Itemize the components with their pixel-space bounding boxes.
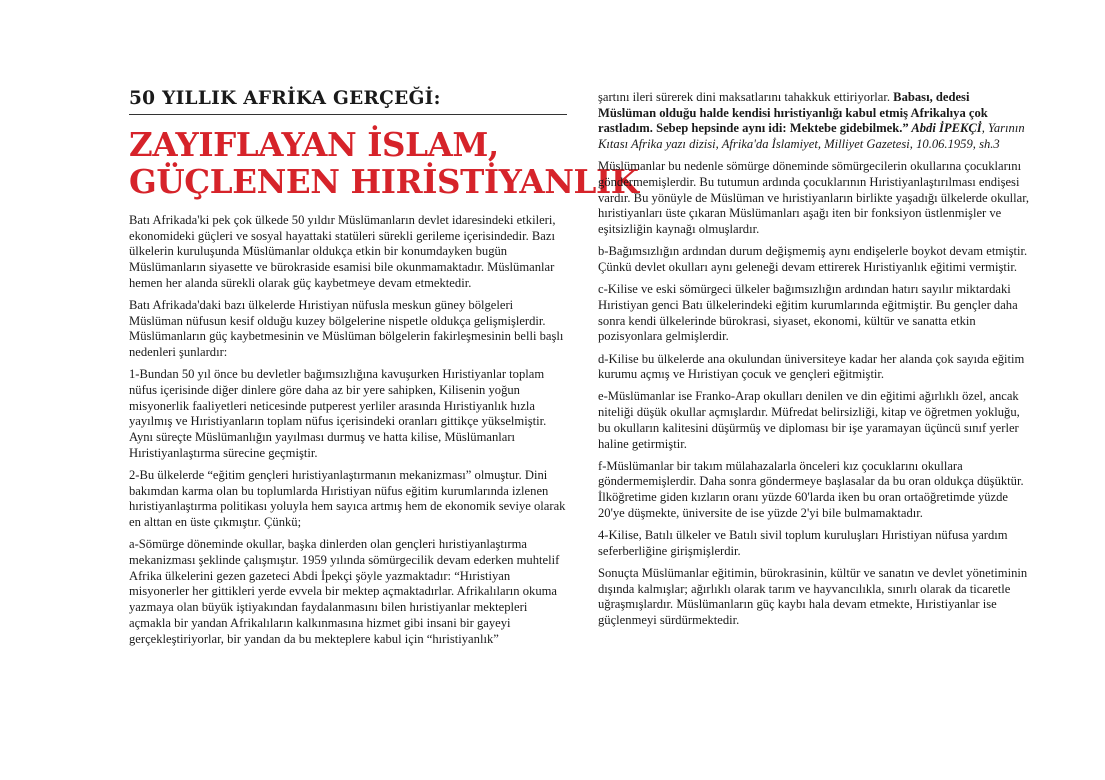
quote-continuation	[598, 90, 1030, 153]
paragraph-conclusion: Sonuçta Müslümanlar eğitimin, bürokrasinin, kültür ve sanatın ve devlet yönetiminin dışında kalmışlar; ağırlıklı olarak tarım ve hayvancılıkla, sınırlı olarak da ticaretle uğraşmışlardır. Müslümanların güç kaybı hala devam etmekte, Hıristiyanlar ise güçlenmeyi sürdürmektedir.	[598, 565, 1028, 628]
headline-line-1: ZAYIFLAYAN İSLAM,	[129, 125, 499, 164]
paragraph-regions: Batı Afrikada'daki bazı ülkelerde Hıristiyan nüfusla meskun güney bölgeleri Müslüman nüfusun kesif olduğu kuzey bölgelerine nispetle oldukça gelişmişlerdir. Müslümanların güç kaybetmesinin ve Müslüman bölgelerin fakirleşmesinin belli başlı nedenleri şunlardır:	[129, 298, 564, 360]
paragraph-reason-4: 4-Kilise, Batılı ülkeler ve Batılı sivil toplum kuruluşları Hıristiyan nüfusa yardım seferberliğine girişmişlerdir.	[598, 528, 1008, 558]
paragraph-reason-2: 2-Bu ülkelerde “eğitim gençleri hıristiyanlaştırmanın mekanizması” olmuştur. Dini bakımdan karma olan bu toplumlarda Hıristiyan nüfus eğitim kurumlarında izlenen hıristiyanlaştırma politikası yoluyla hem sayıca artmış hem de ekonomik seviye olarak en alttan en üste çıkmıştır. Çünkü;	[129, 468, 566, 530]
paragraph-reason-d: d-Kilise bu ülkelerde ana okulundan üniversiteye kadar her alanda çok sayıda eğitim kurumu açmış ve Hıristiyan çocuk ve gençleri eğitmiştir.	[598, 351, 1025, 382]
paragraph-reason-c: c-Kilise ve eski sömürgeci ülkeler bağımsızlığın ardından hatırı sayılır miktardaki Hıristiyan genci Batı ülkelerindeki eğitim kurumlarında eğitmiştir. Bu gençler daha sonra kendi ülkelerinde bürokrasi, siyaset, ekonomi, kültür ve sanatta etkin pozisyonlara gelmişlerdir.	[598, 282, 1018, 344]
article-kicker: 50 YILLIK AFRİKA GERÇEĞİ:	[129, 88, 567, 115]
paragraph-reason-f: f-Müslümanlar bir takım mülahazalarla önceleri kız çocuklarını okullara göndermemişlerdir. Daha sonra göndermeye başlasalar da bu oran oldukça düşüktür. İlköğretime giden kızların oranı yüzde 60'larda iken bu oran ortaöğretimde yüzde 20'ye düşmekte, üniversite de ise yüzde 2'yi bile bulmamaktadır.	[598, 458, 1024, 520]
article-headline	[129, 125, 639, 201]
paragraph-reason-b: b-Bağımsızlığın ardından durum değişmemiş aynı endişelerle boykot devam etmiştir. Çünkü devlet okulları aynı geleneği devam ettirerek Hıristiyanlık eğitimi vermiştir.	[598, 244, 1028, 275]
quote-author: Abdi İPEKÇİ	[908, 121, 982, 136]
headline-line-2: GÜÇLENEN HIRİSTİYANLIK	[129, 162, 639, 201]
paragraph-intro: Batı Afrikada'ki pek çok ülkede 50 yıldır Müslümanların devlet idaresindeki etkileri, ekonomideki güçleri ve sosyal hayattaki statüleri sürekli gerileme içerisindedir. Bazı ülkelerin kuruluşunda Müslümanlar oldukça etkin bir konumdayken bugün Müslümanların siyasette ve bürokraside esamisi bile okunmamaktadır. Müslümanlar hemen her alanda sürekli olarak güç kaybetmeye devam etmektedir.	[129, 213, 556, 290]
left-column	[129, 88, 639, 654]
quote-normal-text: şartını ileri sürerek dini maksatlarını tahakkuk ettiriyorlar.	[598, 90, 894, 104]
paragraph-reason-a: a-Sömürge döneminde okullar, başka dinlerden olan gençleri hıristiyanlaştırma mekanizması şeklinde çalışmıştır. 1959 yılında sömürgecilik devam ederken muhtelif Afrika ülkelerini gezen gazeteci Abdi İpekçi şöyle yazmaktadır: “Hıristiyan misyonerler her gittikleri yerde evvela bir mektep açmaktadırlar. Afrikalıların okuma yazmaya olan büyük iştiyakından faydalanmasını bilen hıristiyanlar mektepleri açmakla bir yandan Afrikalıların kalkınmasına hizmet gibi insani bir gayeyi gerçekleştiriyorlar, bir yandan da bu mekteplere kabul için “hıristiyanlık”	[129, 537, 560, 646]
quote-bold-text: Babası, dedesi Müslüman olduğu halde kendisi hıristiyanlığı kabul etmiş Afrikalıya çok rastladım. Sebep hepsinde aynı idi: Mektebe gidebilmek.”	[598, 90, 988, 136]
paragraph-boycott: Müslümanlar bu nedenle sömürge döneminde sömürgecilerin okullarına çocuklarını göndermemişlerdir. Bu tutumun ardında çocuklarının Hıristiyanlaştırılması endişesi vardır. Bu yönüyle de Müslüman ve hıristiyanların birlikte yaşadığı ülkelerde okullar, hıristiyanları üste çıkaran Müslümanları aşağı iten bir fonksiyon üstlenmişler ve eşitsizliğin kaynağı olmuşlardır.	[598, 159, 1030, 237]
quote-source: , Yarının Kıtası Afrika yazı dizisi, Afrika'da İslamiyet, Milliyet Gazetesi, 10.06.1959, sh.3	[598, 121, 1025, 152]
right-column	[598, 90, 1030, 635]
paragraph-reason-e: e-Müslümanlar ise Franko-Arap okulları denilen ve din eğitimi ağırlıklı özel, ancak niteliği düşük okullar açmışlardır. Müfredat belirsizliği, kitap ve öğretmen yokluğu, bu okulların kalitesini düşürmüş ve diploması bir işe yaramayan üçüncü sınıf yerler haline getirmiştir.	[598, 389, 1020, 451]
paragraph-reason-1: 1-Bundan 50 yıl önce bu devletler bağımsızlığına kavuşurken Hıristiyanlar toplam nüfus içerisinde diğer dinlere göre daha az bir yere sahipken, Kilisenin yoğun misyonerlik faaliyetleri neticesinde putperest yerliler arasında Hıristiyanlık hızla yayılmış ve Hıristiyanların toplam nüfus içerisindeki oranları gittikçe yükselmiştir. Aynı süreçte Müslümanlığın yayılması durmuş ve hatta kilise, Müslümanları Hıristiyanlaştırma sürecine geçmiştir.	[129, 367, 547, 460]
